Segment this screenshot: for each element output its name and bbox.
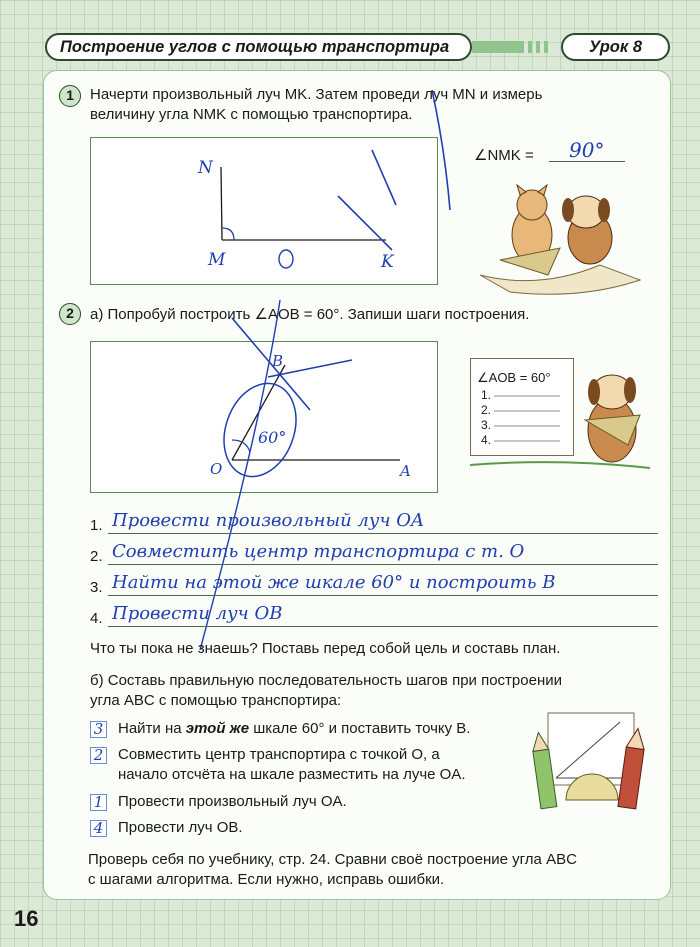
- step-4-number: 4.: [90, 610, 103, 627]
- point-b-label: B: [272, 352, 284, 370]
- point-a-label: A: [400, 462, 411, 480]
- board-line-4: 4.: [481, 433, 492, 447]
- lesson-number: Урок 8: [561, 33, 670, 61]
- order-item-4: Провести луч OB.: [118, 819, 243, 836]
- board-line-2: 2.: [481, 403, 492, 417]
- point-n-label: N: [198, 158, 213, 178]
- order-item-2: Совместить центр транспортира с точкой O, а: [118, 746, 440, 763]
- task-2a-text: а) Попробуй построить ∠AOB = 60°. Запиши шаги построения.: [90, 306, 530, 323]
- order-box-2[interactable]: 2: [90, 747, 107, 764]
- check-text-line2: с шагами алгоритма. Если нужно, исправь ошибки.: [88, 871, 445, 888]
- step-2-answer: Совместить центр транспортира с т. O: [112, 541, 525, 562]
- point-k-label: K: [381, 252, 394, 272]
- lesson-title: Построение углов с помощью транспортира: [45, 33, 472, 61]
- step-1-answer: Провести произвольный луч OA: [112, 510, 424, 531]
- step-2-number: 2.: [90, 548, 103, 565]
- step-3-answer: Найти на этой же шкале 60° и построить B: [112, 572, 556, 593]
- step-1-number: 1.: [90, 517, 103, 534]
- angle-60-mark: 60°: [258, 428, 287, 447]
- order-item-2-line2: начало отсчёта на шкале разместить на луче OA.: [118, 766, 466, 783]
- point-o-label: O: [210, 460, 223, 478]
- task-2b-text-line2: угла ABC с помощью транспортира:: [90, 692, 342, 709]
- task-1-number: 1: [59, 85, 81, 107]
- order-item-1-em: этой же: [185, 720, 250, 737]
- step-3-number: 3.: [90, 579, 103, 596]
- board-line-1: 1.: [481, 388, 492, 402]
- check-text-line1: Проверь себя по учебнику, стр. 24. Сравни своё построение угла ABC: [88, 851, 577, 868]
- board-title: ∠AOB = 60°: [477, 370, 551, 385]
- board-line-3: 3.: [481, 418, 492, 432]
- task-1-text-line1: Начерти произвольный луч MK. Затем проведи луч MN и измерь: [90, 86, 543, 103]
- page-number: 16: [14, 906, 39, 931]
- angle-nmk-answer: 90°: [569, 138, 605, 162]
- order-item-1-pre: Найти на: [118, 720, 186, 737]
- order-box-3[interactable]: 1: [90, 794, 107, 811]
- task-1-text-line2: величину угла NMK с помощью транспортира.: [90, 106, 413, 123]
- step-4-answer: Провести луч OB: [112, 603, 283, 624]
- goal-prompt: Что ты пока не знаешь? Поставь перед собой цель и составь план.: [90, 640, 561, 657]
- order-item-3: Провести произвольный луч OA.: [118, 793, 347, 810]
- order-box-4[interactable]: 4: [90, 820, 107, 837]
- task-2-number: 2: [59, 303, 81, 325]
- order-box-1[interactable]: 3: [90, 721, 107, 738]
- task-2b-text-line1: б) Составь правильную последовательность шагов при построении: [90, 672, 562, 689]
- order-item-1-post: шкале 60° и поставить точку B.: [249, 720, 471, 737]
- angle-nmk-label: ∠NMK =: [474, 147, 534, 164]
- point-m-label: M: [208, 250, 226, 270]
